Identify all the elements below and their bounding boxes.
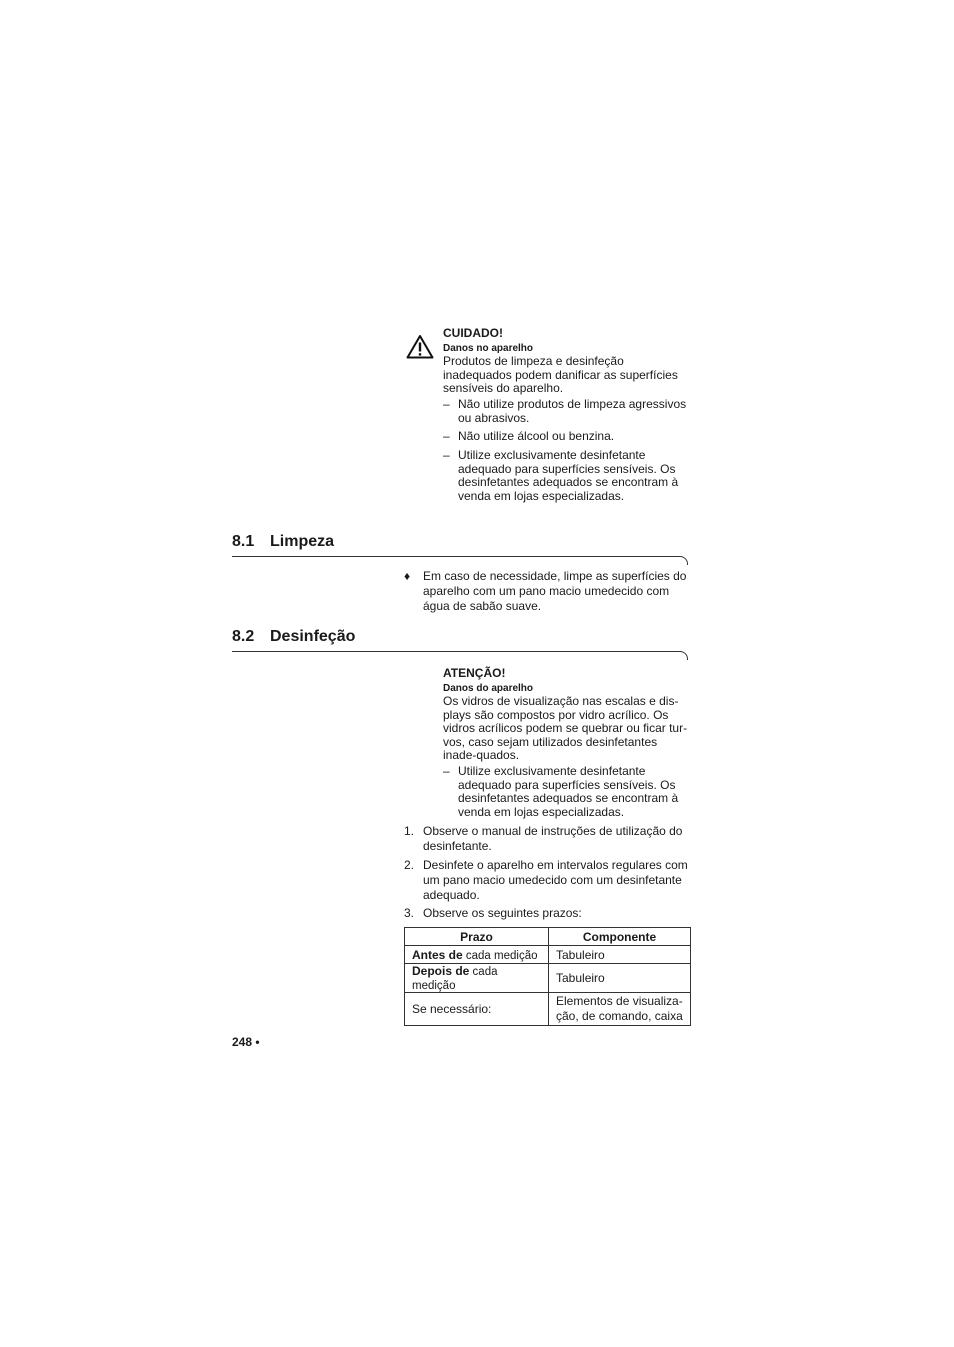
attention-subtitle: Danos do aparelho <box>443 683 534 694</box>
page-number: 248 • <box>232 1035 260 1049</box>
caution-body: Produtos de limpeza e desinfeção inadequados podem danificar as superfícies sensíveis do aparelho. <box>443 354 678 396</box>
warning-triangle-icon <box>406 334 434 359</box>
table-row <box>405 993 691 1026</box>
attention-body: Os vidros de visualização nas escalas e dis-plays são compostos por vidro acrílico. Os vidros acrílicos podem se quebrar ou ficar tur-vos, caso sejam utilizados desinfetantes inade-quados. <box>443 694 688 763</box>
section-divider <box>232 556 688 565</box>
table-header-row <box>405 928 691 946</box>
table-row <box>405 964 691 993</box>
limpeza-instruction: Em caso de necessidade, limpe as superfícies do aparelho com um pano macio umedecido com água de sabão suave. <box>423 569 687 613</box>
deadlines-table <box>404 927 691 1026</box>
table-cell-componente: Tabuleiro <box>549 964 691 993</box>
table-cell-componente: Tabuleiro <box>549 946 691 964</box>
table-row <box>405 946 691 964</box>
section-heading-desinfecao: 8.2 Desinfeção <box>232 628 356 645</box>
bullet-icon: ♦ <box>404 569 411 583</box>
table-cell-prazo: Se necessário: <box>405 993 549 1026</box>
table-cell-prazo: Antes de cada medição <box>405 946 549 964</box>
table-cell-componente: Elementos de visualiza-ção, de comando, caixa <box>549 993 691 1026</box>
section-divider <box>232 651 688 660</box>
section-heading-limpeza: 8.1 Limpeza <box>232 533 335 550</box>
table-header-prazo: Prazo <box>405 928 549 946</box>
attention-title: ATENÇÃO! <box>443 666 506 680</box>
table-header-componente: Componente <box>549 928 691 946</box>
caution-title: CUIDADO! <box>443 326 503 340</box>
caution-subtitle: Danos no aparelho <box>443 343 534 354</box>
table-cell-prazo: Depois de cada medição <box>405 964 549 993</box>
